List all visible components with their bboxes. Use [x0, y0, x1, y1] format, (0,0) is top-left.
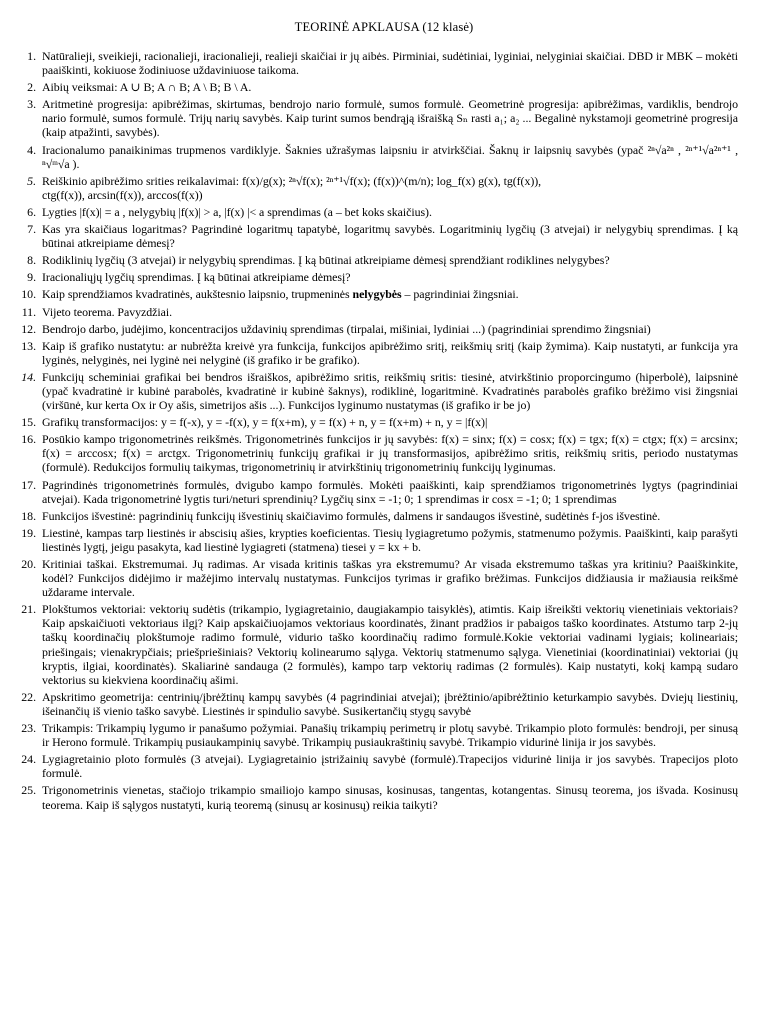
item-line: Aritmetinė progresija: apibrėžimas, skirtumas, bendrojo nario formulė, sumos formulė. Geometrinė progresija: apibrėžimas, vardiklis, bendrojo nario formulė, sumos formulė. Trijų narių savybės. Kaip turint sumos bendrąją išraišką Sₙ rasti a₁; a₂ ... Begalinė nykstamoji geometrinė progresija (kaip atpažinti, savybės). — [42, 97, 738, 140]
item-line: Kaip sprendžiamos kvadratinės, aukštesnio laipsnio, trupmeninės nelygybės – pagrindiniai žingsniai. — [42, 287, 519, 302]
item-text — [42, 415, 738, 429]
item-line: Plokštumos vektoriai: vektorių sudėtis (trikampio, lygiagretainio, daugiakampio taisyklės), atimtis. Kaip išreikšti vektorių vienetiniais vektoriais? Kaip apskaičiuoti vektoriaus ilgį? Kaip apskaičiuojamos vektoriaus koordinatės, žinant pradžios ir pabaigos taško koordinates. Atstumo tarp 2-jų taškų koordinačių plokštumoje radimo formulė, vidurio taško koordinačių radimo formulė.Kokie vektoriai vadinami lygiais; kolineariais; priešingais; vienakrypčiais; priešpriešiniais? Vektorių kolinearumo sąlyga. Vektorių statmenumo sąlyga. Vienetiniai (koordinatiniai) vektoriai (jų kryptis, ilgiai, koordinatės). Skaliarinė sandauga (2 formulės), kampo tarp vektorių radimas (2 formulės). Kaip nustatyti, kokį kampą sudaro vektorius su kiekviena koordinačių ašimi. — [42, 602, 738, 687]
item-number: 15. — [21, 415, 36, 430]
item-text — [42, 143, 738, 171]
item-line: Vijeto teorema. Pavyzdžiai. — [42, 304, 173, 319]
item-number: 11. — [21, 304, 36, 319]
item-number: 25. — [21, 783, 36, 798]
item-number: 21. — [21, 602, 36, 617]
item-line: Posūkio kampo trigonometrinės reikšmės. Trigonometrinės funkcijos ir jų savybės: f(x) = sinx; f(x) = cosx; f(x) = tgx; f(x) = ctgx; f(x) = arcsinx; f(x) = arccosx; f(x) = arctgx. Trigonometrinių funkcijų grafikai ir jų transformasijos, apibrėžimo sritis, reikšmių sritis, periodo nustatymas (formulė). Redukcijos formulių taikymas, trigonometrinių ir atvirkštinių trigonometrinių funkcijų lyginumas. — [42, 432, 738, 475]
list-item — [14, 690, 738, 718]
item-text — [42, 526, 738, 554]
item-number: 13. — [21, 338, 36, 353]
item-number: 18. — [21, 508, 36, 523]
item-line: Pagrindinės trigonometrinės formulės, dvigubo kampo formulės. Mokėti paaiškinti, kaip sprendžiamos trigonometrinės lygtys (pagrindiniai atvejai). Kada trigonometrinė lygtis turi/neturi sprendinių? Lygčių sinx = -1; 0; 1 sprendimas ir cosx = -1; 0; 1 sprendimas — [42, 477, 738, 506]
item-line: Lygties |f(x)| = a , nelygybių |f(x)| > a, |f(x) |< a sprendimas (a – bet koks skaičius). — [42, 204, 432, 219]
item-number: 6. — [27, 204, 36, 219]
item-number: 3. — [27, 97, 36, 112]
list-item — [14, 205, 738, 219]
list-item — [14, 174, 738, 202]
item-number: 22. — [21, 689, 36, 704]
list-item — [14, 253, 738, 267]
item-number: 5. — [27, 173, 36, 188]
item-line: Kas yra skaičiaus logaritmas? Pagrindinė logaritmų tapatybė, logaritmų savybės. Logaritminių lygčių (3 atvejai) ir nelygybių sprendimas. Į ką būtinai atkreipiame dėmesį? — [42, 222, 738, 251]
item-line: Funkcijos išvestinė: pagrindinių funkcijų išvestinių skaičiavimo formulės, dalmens ir sandaugos išvestinė, sudėtinės f-jos išvestinė. — [42, 508, 661, 523]
list-item — [14, 432, 738, 474]
item-line: ctg(f(x)), arcsin(f(x)), arccos(f(x)) — [42, 187, 203, 202]
item-number: 2. — [27, 80, 36, 95]
item-line: Aibių veiksmai: A ∪ B; A ∩ B; A \ B; B \ A. — [42, 80, 252, 95]
list-item — [14, 222, 738, 250]
item-text — [42, 752, 738, 780]
item-number: 8. — [27, 253, 36, 268]
item-line: Grafikų transformacijos: y = f(-x), y = -f(x), y = f(x+m), y = f(x) + n, y = f(x+m) + n, y = |f(x)| — [42, 415, 488, 430]
item-line: Apskritimo geometrija: centrinių/įbrėžtinų kampų savybės (4 pagrindiniai atvejai); įbrėžtinio/apibrėžtinio keturkampio savybės. Dviejų liestinių, išeinančių iš vienio taško savybė. Liestinės ir spindulio savybė. Susikertančių stygų savybė — [42, 689, 738, 718]
item-text — [42, 305, 738, 319]
list-item — [14, 370, 738, 412]
item-text — [42, 174, 738, 202]
item-text — [42, 97, 738, 139]
list-item — [14, 415, 738, 429]
list-item — [14, 305, 738, 319]
list-item — [14, 557, 738, 599]
item-line: Iracionaliųjų lygčių sprendimas. Į ką būtinai atkreipiame dėmesį? — [42, 270, 351, 285]
list-item — [14, 49, 738, 77]
item-line: Trigonometrinis vienetas, stačiojo trikampio smailiojo kampo sinusas, kosinusas, tangentas, kotangentas. Sinusų teorema, jos išvada. Kosinusų teorema. Kaip iš sąlygos nustatyti, kurią teoremą (sinusų ar kosinusų) reikia taikyti? — [42, 783, 738, 812]
item-line: Reiškinio apibrėžimo srities reikalavimai: f(x)/g(x); ²ⁿ√f(x); ²ⁿ⁺¹√f(x); (f(x))^(m/n); log_f(x) g(x), tg(f(x)), — [42, 173, 542, 188]
item-text — [42, 49, 738, 77]
list-item — [14, 143, 738, 171]
list-item — [14, 322, 738, 336]
item-line: Iracionalumo panaikinimas trupmenos vardiklyje. Šaknies užrašymas laipsniu ir atvirkščiai. Šaknų ir laipsnių savybės (ypač ²ⁿ√a²ⁿ , ²ⁿ⁺¹√a²ⁿ⁺¹ , ⁿ√ᵐ√a ). — [42, 142, 738, 171]
item-number: 9. — [27, 270, 36, 285]
item-text — [42, 322, 738, 336]
item-number: 7. — [27, 222, 36, 237]
list-item — [14, 602, 738, 687]
item-text — [42, 370, 738, 412]
item-line: Trikampis: Trikampių lygumo ir panašumo požymiai. Panašių trikampių perimetrų ir plotų savybė. Trikampio ploto formulės: bendroji, per sinusą ir Herono formulė. Trikampių pusiaukampinių savybė. Trikampių pusiaukraštinių savybė. Trikampio vidurinė linija ir jos savybės. — [42, 721, 738, 750]
item-text — [42, 509, 738, 523]
list-item — [14, 478, 738, 506]
item-text — [42, 690, 738, 718]
list-item — [14, 270, 738, 284]
item-text — [42, 432, 738, 474]
list-item — [14, 783, 738, 811]
list-item — [14, 721, 738, 749]
item-text — [42, 80, 738, 94]
item-number: 1. — [27, 49, 36, 63]
item-text — [42, 602, 738, 687]
item-line: Natūralieji, sveikieji, racionalieji, iracionalieji, realieji skaičiai ir jų aibės. Pirminiai, sudėtiniai, lyginiai, nelyginiai skaičiai. DBD ir MBK – mokėti paaiškinti, kokiuose žodiniuose uždaviniuose taikoma. — [42, 49, 738, 78]
item-line: Kaip iš grafiko nustatytu: ar nubrėžta kreivė yra funkcija, funkcijos apibrėžimo sritį, reikšmių sritį (kaip žymima). Kaip nustatyti, ar funkcija yra lyginės, nelyginės, nei lyginė nei nelyginė (iš grafiko ir be grafiko). — [42, 338, 738, 367]
item-line: Lygiagretainio ploto formulės (3 atvejai). Lygiagretainio įstrižainių savybė (formulė).Trapecijos vidurinė linija ir jos savybės. Trapecijos ploto formulė. — [42, 752, 738, 781]
item-text — [42, 270, 738, 284]
item-number: 12. — [21, 321, 36, 336]
list-item — [14, 509, 738, 523]
item-line: Rodiklinių lygčių (3 atvejai) ir nelygybių sprendimas. Į ką būtinai atkreipiame dėmesį sprendžiant rodiklines nelygybes? — [42, 253, 610, 268]
item-text — [42, 478, 738, 506]
item-number: 10. — [21, 287, 36, 302]
item-text — [42, 253, 738, 267]
item-line: Funkcijų scheminiai grafikai bei bendros išraiškos, apibrėžimo sritis, reikšmių sritis: tiesinė, atvirkštinio proporcingumo (hiperbolė), laipsninė (ypač kvadratinė ir kubinė parabolės, kvadratinė ir kubinė šaknys), rodiklinė, logaritminė. Kvadratinės parabolės grafiko brėžimo visi žingsniai (viršūnė, kur kerta Ox ir Oy ašis, simetrijos ašis ...). Funkcijos lyginumo nustatymas (iš grafiko ir be jo) — [42, 369, 738, 413]
question-list — [14, 49, 738, 815]
list-item — [14, 526, 738, 554]
list-item — [14, 80, 738, 94]
document-title: TEORINĖ APKLAUSA (12 klasė) — [294, 20, 474, 34]
item-text — [42, 783, 738, 811]
item-text — [42, 721, 738, 749]
item-number: 17. — [21, 477, 36, 492]
item-number: 20. — [21, 557, 36, 571]
item-text — [42, 557, 738, 599]
item-number: 14. — [21, 369, 36, 384]
list-item — [14, 287, 738, 301]
item-line: Liestinė, kampas tarp liestinės ir abscisių ašies, krypties koeficientas. Tiesių lygiagretumo požymis, statmenumo požymis. Paaiškinti, kaip parašyti liestinės lygtį, jeigu pasakyta, kad liestinė lygiagreti (statmena) tiesei y = kx + b. — [42, 525, 738, 554]
item-line: Kritiniai taškai. Ekstremumai. Jų radimas. Ar visada kritinis taškas yra ekstremumu? Ar visada ekstremumo taškas yra kritiniu? Paaiškinkite, kodėl? Funkcijos didėjimo ir mažėjimo intervalų nustatymas. Funkcijos tyrimas ir grafiko brėžimas. Funkcijos didžiausia ir mažiausia reikšmė uždarame intervale. — [42, 557, 738, 600]
list-item — [14, 752, 738, 780]
item-number: 4. — [27, 142, 36, 157]
item-text — [42, 222, 738, 250]
list-item — [14, 97, 738, 139]
item-number: 16. — [21, 432, 36, 447]
item-number: 19. — [21, 525, 36, 540]
item-line: Bendrojo darbo, judėjimo, koncentracijos uždavinių sprendimas (tirpalai, mišiniai, lydiniai ...) (pagrindiniai sprendimo žingsniai) — [42, 321, 651, 336]
item-text — [42, 339, 738, 367]
item-text — [42, 205, 738, 219]
list-item — [14, 339, 738, 367]
item-number: 24. — [21, 752, 36, 767]
item-text — [42, 287, 738, 301]
item-number: 23. — [21, 721, 36, 736]
